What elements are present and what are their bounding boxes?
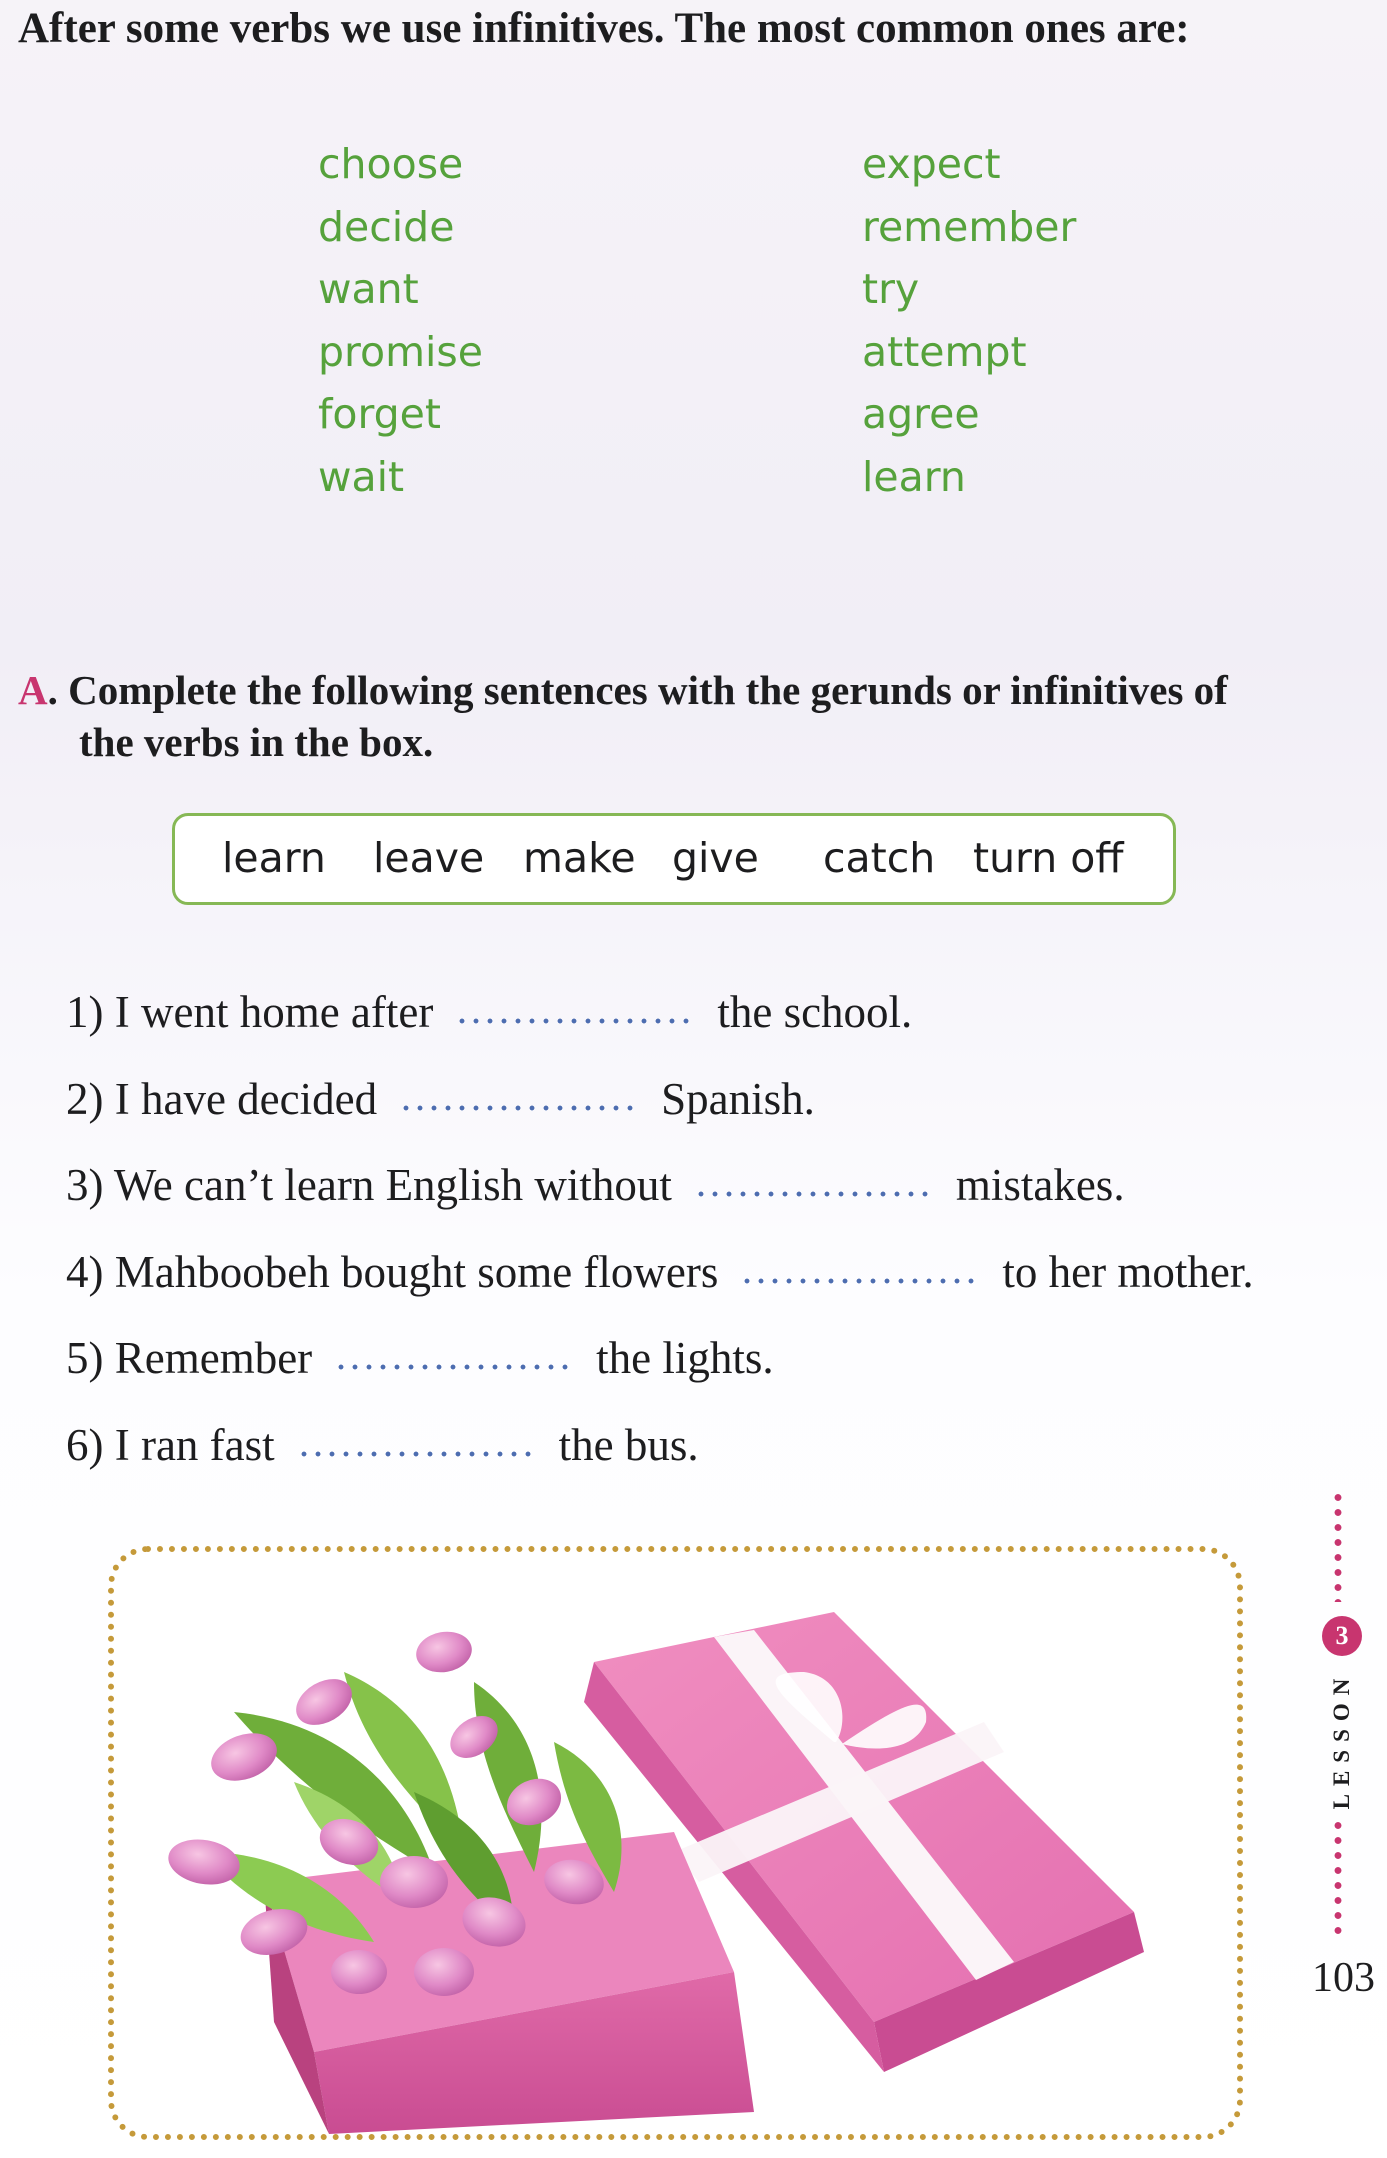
lesson-label: LESSON [1329, 1670, 1354, 1810]
sentence-text-before: 1) I went home after [66, 987, 434, 1037]
exercise-letter: A [18, 667, 48, 713]
word-box [172, 813, 1176, 905]
verb-item: promise [318, 327, 483, 376]
word-box-item: leave [373, 834, 485, 882]
side-dotted-line-top [1334, 1490, 1342, 1602]
sentence-text-after: mistakes. [955, 1160, 1125, 1210]
verb-item: want [318, 265, 419, 313]
answer-blank[interactable] [740, 1265, 980, 1287]
verb-list-left [318, 133, 483, 508]
sentence-text-after: the school. [717, 987, 913, 1037]
verb-item: forget [318, 390, 441, 438]
verb-item: try [862, 265, 920, 313]
verb-item: learn [862, 452, 966, 501]
sentence-text-before: 4) Mahboobeh bought some flowers [66, 1246, 719, 1297]
word-box-item: give [672, 834, 759, 882]
answer-blank[interactable] [297, 1438, 537, 1460]
exercise-title-line1: . Complete the following sentences with the gerunds or infinitives of [47, 667, 1228, 713]
sentence-item [66, 982, 1254, 1069]
sentence-item [66, 1328, 1254, 1415]
lesson-number-badge: 3 [1322, 1616, 1362, 1656]
exercise-title-line2: the verbs in the box. [79, 719, 434, 765]
verb-item: decide [318, 202, 455, 251]
tulips-gift-box-illustration [114, 1552, 1237, 2134]
sentence-text-after: the bus. [558, 1419, 699, 1470]
answer-blank[interactable] [399, 1092, 639, 1114]
sentence-item [66, 1069, 1254, 1156]
verb-item: attempt [862, 327, 1027, 376]
word-box-item: make [523, 834, 636, 882]
sentence-text-before: 5) Remember [66, 1333, 313, 1383]
sentence-text-after: to her mother. [1002, 1246, 1254, 1297]
sentence-text-after: the lights. [596, 1333, 774, 1383]
exercise-a-title [18, 664, 1348, 768]
word-box-item: catch [823, 834, 936, 882]
verb-item: expect [862, 140, 1001, 188]
intro-heading: After some verbs we use infinitives. The most common ones are: [18, 5, 1190, 52]
answer-blank[interactable] [455, 1005, 695, 1027]
sentence-item [66, 1155, 1254, 1242]
verb-item: choose [318, 140, 464, 188]
sentence-item [66, 1242, 1254, 1329]
exercise-sentences [66, 982, 1254, 1501]
sentence-text-before: 3) We can’t learn English without [66, 1160, 672, 1210]
verb-item: agree [862, 390, 980, 438]
sentence-text-before: 6) I ran fast [66, 1419, 275, 1470]
answer-blank[interactable] [334, 1351, 574, 1373]
sentence-item [66, 1415, 1254, 1502]
verb-item: remember [862, 202, 1077, 251]
answer-blank[interactable] [694, 1178, 934, 1200]
flowers-gift-photo [108, 1546, 1243, 2140]
verb-list-right [862, 133, 1076, 508]
side-dotted-line-bottom [1334, 1818, 1342, 1936]
word-box-item: learn [222, 834, 326, 882]
word-box-item: turn off [973, 834, 1124, 882]
page-number: 103 [1312, 1955, 1375, 2001]
sentence-text-after: Spanish. [661, 1073, 815, 1124]
sentence-text-before: 2) I have decided [66, 1073, 378, 1124]
verb-item: wait [318, 452, 405, 501]
